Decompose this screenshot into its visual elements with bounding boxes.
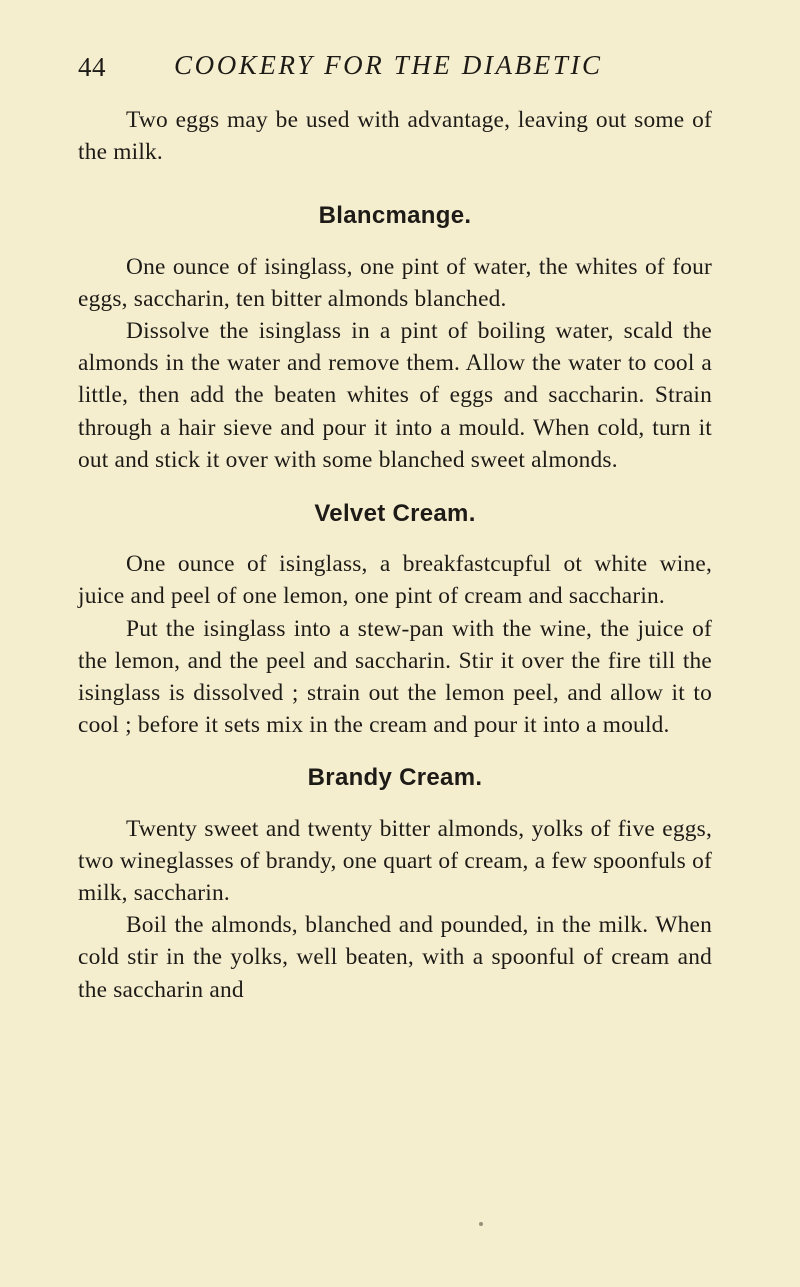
blancmange-method: Dissolve the isinglass in a pint of boiling water, scald the almonds in the water and remove them. Allow the water to cool a little, then add the beaten whites of eggs and saccharin. Strain through a hair sieve and pour it into a mould. When cold, turn it out and stick it over with some blanched sweet almonds. — [78, 318, 712, 473]
recipe-title-blancmange: Blancmange. — [318, 202, 472, 230]
velvet-cream-ingredients: One ounce of isinglass, a breakfastcupful ot white wine, juice and peel of one lemon, one pint of cream and saccharin. — [78, 551, 712, 610]
brandy-cream-method: Boil the almonds, blanched and pounded, in the milk. When cold stir in the yolks, well beaten, with a spoonful of cream and the saccharin and — [78, 912, 712, 1003]
brandy-cream-ingredients: Twenty sweet and twenty bitter almonds, yolks of five eggs, two wineglasses of brandy, one quart of cream, a few spoonfuls of milk, saccharin. — [78, 815, 712, 907]
intro-paragraph: Two eggs may be used with advantage, leaving out some of the milk. — [78, 107, 712, 166]
page-number: 44 — [78, 52, 106, 82]
running-header — [0, 50, 800, 90]
body-text — [78, 104, 712, 1006]
recipe-title-brandy-cream: Brandy Cream. — [307, 764, 483, 792]
running-title: COOKERY FOR THE DIABETIC — [174, 50, 603, 80]
recipe-title-velvet-cream: Velvet Cream. — [314, 500, 476, 528]
velvet-cream-method: Put the isinglass into a stew-pan with the wine, the juice of the lemon, and the peel and saccharin. Stir it over the fire till the isinglass is dissolved ; strain out the lemon peel, and allow it to cool ; before it sets mix in the cream and pour it into a mould. — [78, 615, 712, 739]
blancmange-ingredients: One ounce of isinglass, one pint of water, the whites of four eggs, saccharin, ten bitter almonds blanched. — [78, 253, 712, 312]
paper-speck — [479, 1222, 483, 1226]
